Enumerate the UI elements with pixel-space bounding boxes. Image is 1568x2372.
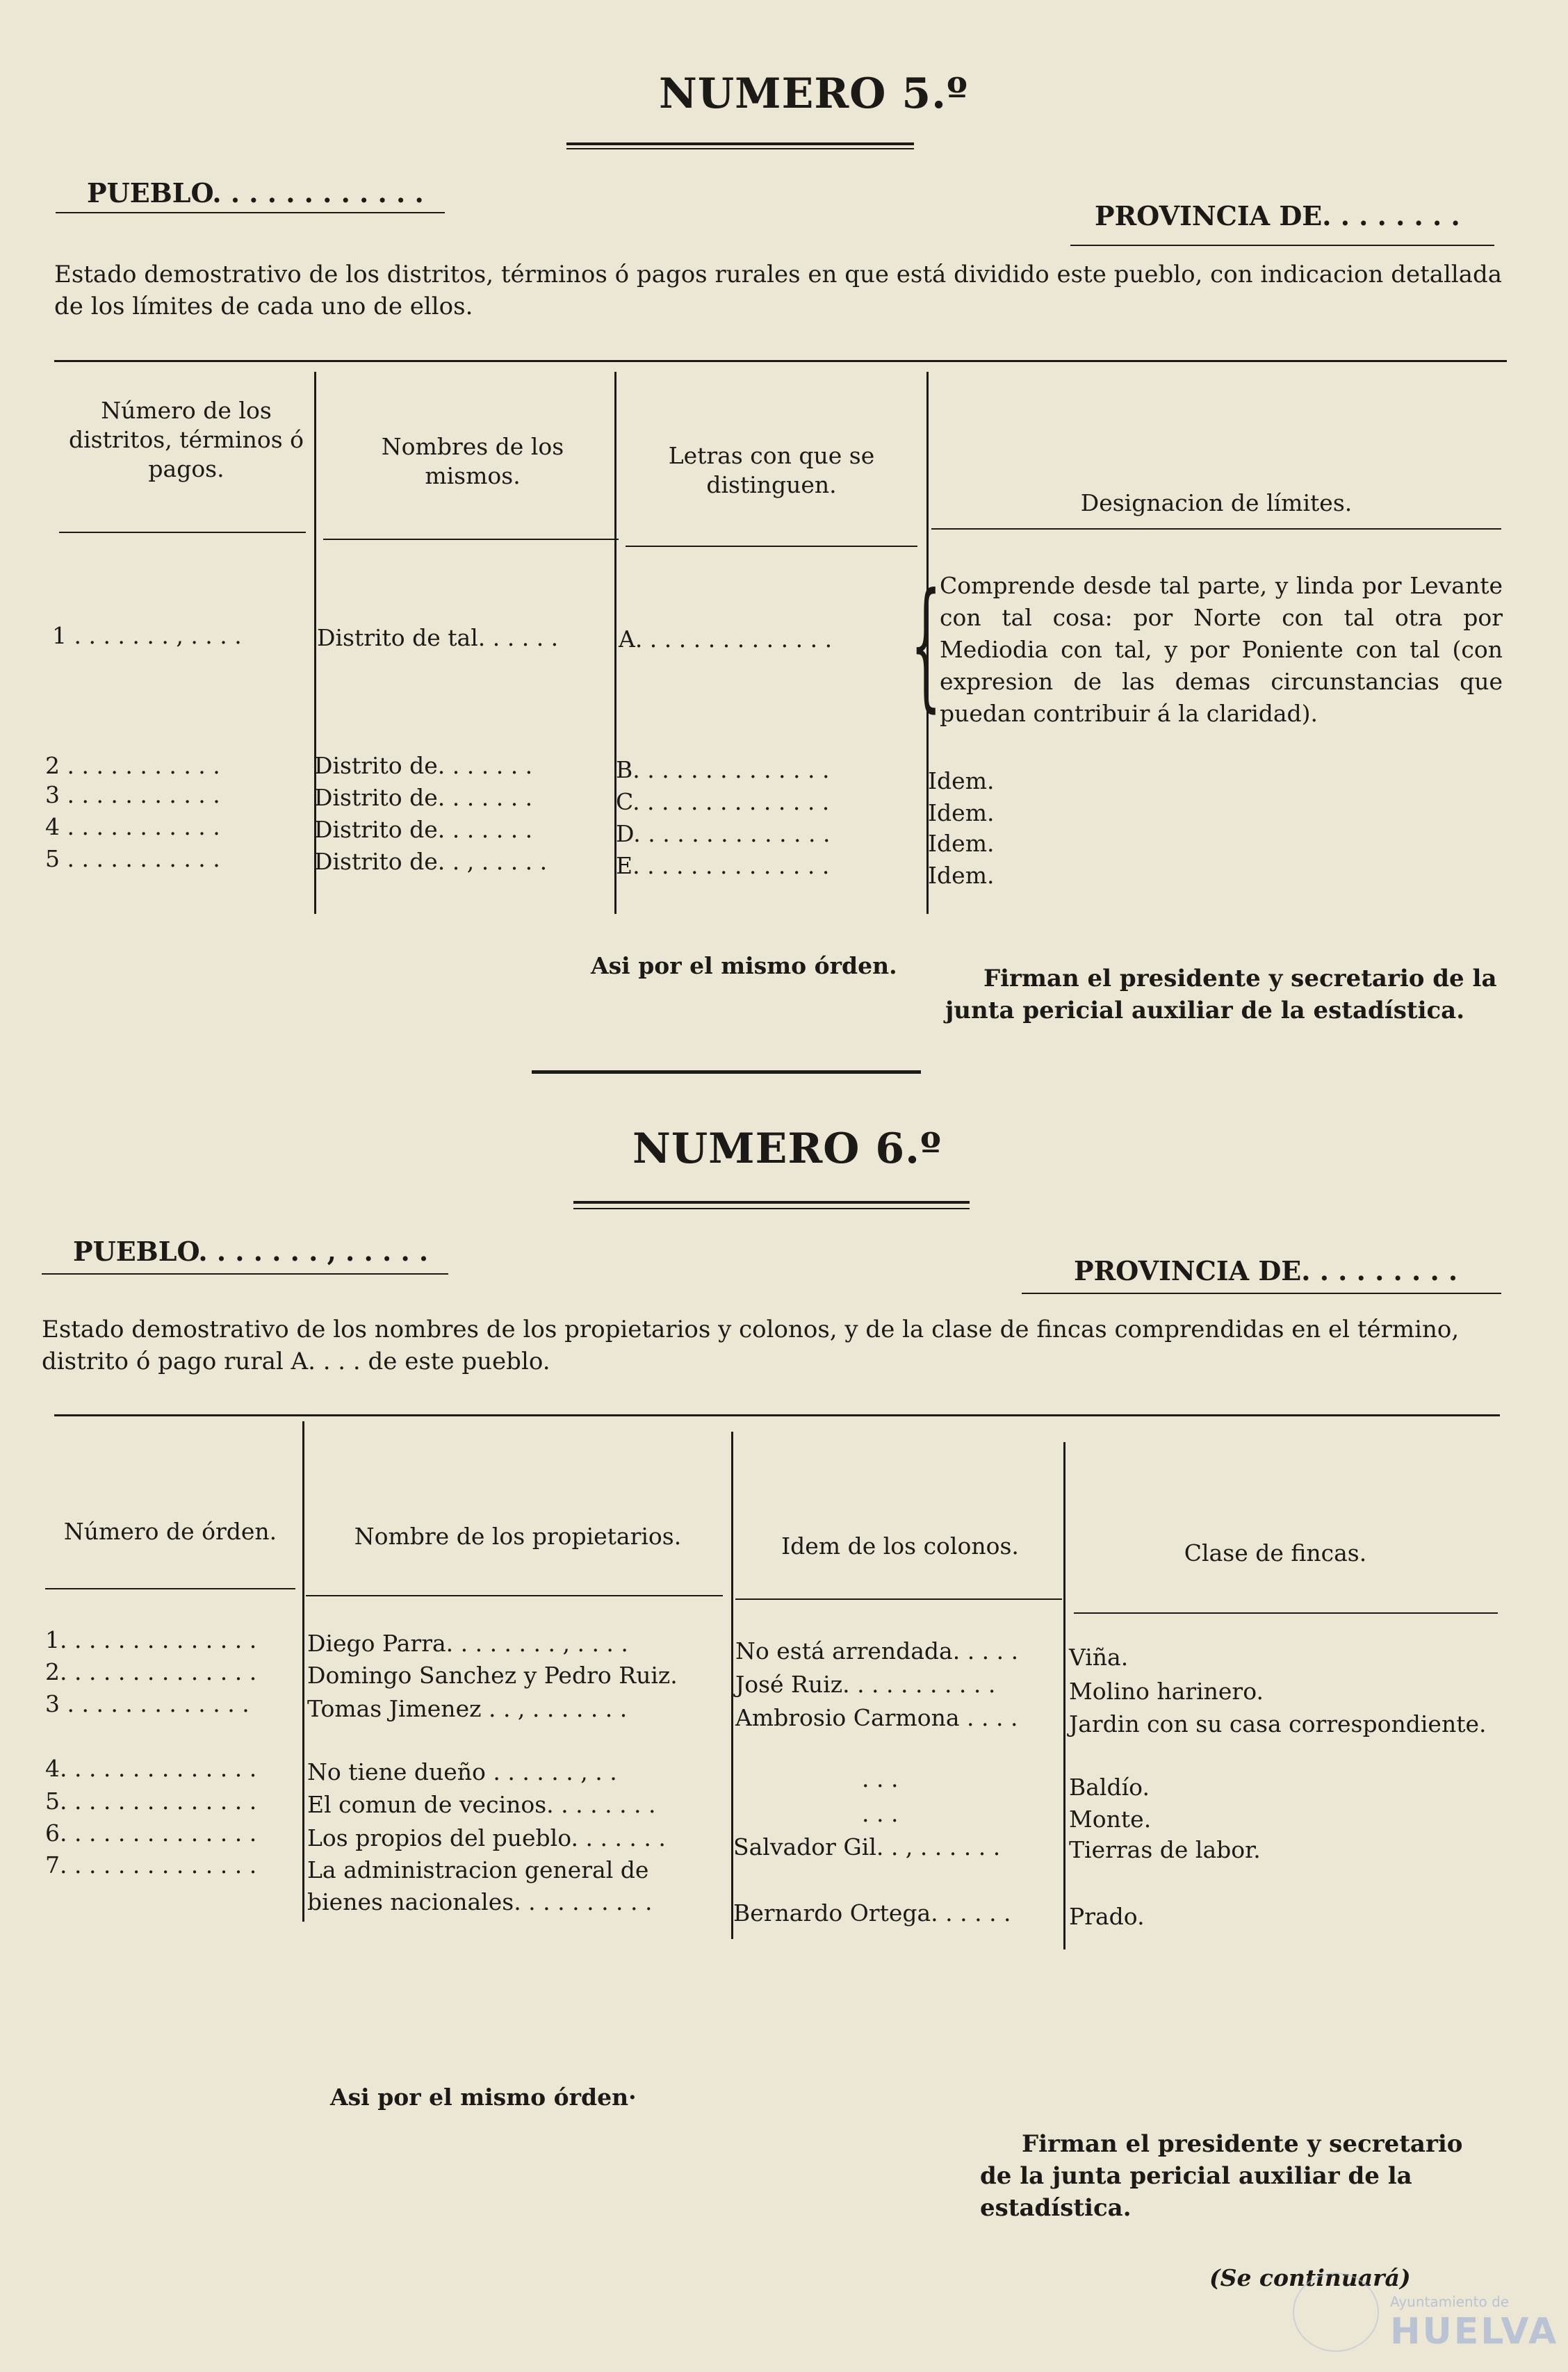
curly-brace: { xyxy=(910,564,942,726)
table-row-propietario: El comun de vecinos. . . . . . . . xyxy=(307,1791,656,1818)
header-nombres: Nombres de los mismos. xyxy=(381,433,564,489)
table-row-colono: José Ruiz. . . . . . . . . . . xyxy=(735,1671,996,1698)
header-rule xyxy=(323,539,619,540)
table-row-limites: Idem. xyxy=(928,862,995,889)
table-row-num: 2. . . . . . . . . . . . . . xyxy=(45,1658,257,1685)
watermark-label: HUELVA xyxy=(1390,2311,1559,2353)
header-clase: Clase de fincas. xyxy=(1184,1539,1367,1567)
table-row-clase: Molino harinero. xyxy=(1069,1678,1264,1705)
table-row-nombre: Distrito de. . . . . . . xyxy=(314,784,533,811)
header-propietarios: Nombre de los propietarios. xyxy=(354,1523,682,1550)
section6-footer-left: Asi por el mismo órden· xyxy=(330,2084,637,2111)
divider xyxy=(56,212,445,213)
section6-footer-right: Firman el presidente y secretario de la junta pericial auxiliar de la estadística. xyxy=(980,2130,1463,2222)
section5-footer-left: Asi por el mismo órden. xyxy=(591,952,897,979)
table-row-propietario: No tiene dueño . . . . . . , . . xyxy=(307,1758,617,1785)
table-row-propietario: Los propios del pueblo. . . . . . . xyxy=(307,1824,666,1851)
table-row-num: 6. . . . . . . . . . . . . . xyxy=(45,1819,257,1847)
header-colonos: Idem de los colonos. xyxy=(781,1532,1019,1560)
header-rule xyxy=(59,532,306,533)
table-row-limites: Idem. xyxy=(928,767,995,794)
section6-pueblo: PUEBLO. . . . . . . , . . . . . xyxy=(73,1236,429,1267)
column-divider xyxy=(302,1421,304,1922)
table-row-letra: C. . . . . . . . . . . . . . xyxy=(616,788,830,815)
table-row-nombre: Distrito de. . . . . . . xyxy=(314,752,533,779)
column-divider xyxy=(1063,1442,1065,1949)
table-row-limites: Idem. xyxy=(928,830,995,857)
title-rule xyxy=(573,1201,970,1204)
section5-description: Estado demostrativo de los distritos, términos ó pagos rurales en que está dividido este pueblo, con indicacion detallada de los límites de cada uno de ellos. xyxy=(54,261,1503,320)
table-row-clase: Prado. xyxy=(1069,1903,1145,1930)
table-row-propietario: Domingo Sanchez y Pedro Ruiz. xyxy=(307,1662,678,1689)
table-row-num: 2 . . . . . . . . . . . xyxy=(45,752,220,779)
section5-title: NUMERO 5.º xyxy=(659,69,968,118)
table-row-num: 3 . . . . . . . . . . . xyxy=(45,781,220,808)
header-rule xyxy=(626,546,917,547)
section-separator xyxy=(532,1070,921,1074)
header-rule xyxy=(306,1595,723,1596)
header-rule xyxy=(1074,1612,1498,1614)
table-row-num: 5. . . . . . . . . . . . . . xyxy=(45,1788,257,1815)
table-row-clase: Tierras de labor. xyxy=(1069,1836,1261,1863)
table-row-num: 3 . . . . . . . . . . . . . xyxy=(45,1690,250,1717)
header-rule xyxy=(45,1588,295,1589)
table-row-clase: Baldío. xyxy=(1069,1774,1150,1801)
header-numero: Número de los distritos, términos ó pagos. xyxy=(68,397,304,482)
section5-provincia: PROVINCIA DE. . . . . . . . xyxy=(1095,200,1460,231)
table-row-propietario: Tomas Jimenez . . , . . . . . . . xyxy=(307,1695,628,1722)
divider xyxy=(1070,245,1494,246)
table-row-clase: Jardin con su casa correspondiente. xyxy=(1069,1710,1487,1737)
table-top-rule xyxy=(54,360,1507,362)
table-row-num: 7. . . . . . . . . . . . . . xyxy=(45,1851,257,1879)
watermark-sublabel: Ayuntamiento de xyxy=(1390,2293,1510,2310)
table-row-nombre: Distrito de. . , . . . . . xyxy=(314,848,548,875)
table-row-limites: Comprende desde tal parte, y linda por Levante con tal cosa: por Norte con tal otra por Mediodia con tal, y por Poniente con tal (con expresion de las demas circunstancias que puedan contribuir á la claridad). xyxy=(940,572,1503,727)
table-row-propietario: Diego Parra. . . . . . . . , . . . . xyxy=(307,1630,628,1657)
column-divider xyxy=(731,1432,733,1939)
table-row-propietario: La administracion general de bienes nacionales. . . . . . . . . . xyxy=(307,1856,653,1915)
table-row-colono: Ambrosio Carmona . . . . xyxy=(735,1704,1018,1731)
table-row-colono: . . . xyxy=(862,1765,899,1792)
header-rule xyxy=(735,1598,1062,1600)
table-row-colono: Bernardo Ortega. . . . . . xyxy=(733,1899,1011,1927)
table-row-letra: B. . . . . . . . . . . . . . xyxy=(616,756,830,783)
table-row-nombre: Distrito de tal. . . . . . xyxy=(317,624,559,651)
header-designacion: Designacion de límites. xyxy=(1080,489,1353,516)
title-rule xyxy=(566,148,914,149)
table-row-colono: Salvador Gil. . , . . . . . . xyxy=(733,1833,1001,1860)
header-letras: Letras con que se distinguen. xyxy=(668,442,875,498)
title-rule xyxy=(573,1208,970,1209)
table-row-clase: Viña. xyxy=(1069,1644,1129,1671)
section5-pueblo: PUEBLO. . . . . . . . . . . . xyxy=(87,177,424,208)
table-row-num: 1. . . . . . . . . . . . . . xyxy=(45,1626,257,1653)
divider xyxy=(1022,1293,1501,1294)
huelva-logo-icon xyxy=(1293,2273,1379,2352)
table-row-letra: E. . . . . . . . . . . . . . xyxy=(616,852,830,879)
section5-footer-right: Firman el presidente y secretario de la junta pericial auxiliar de la estadística. xyxy=(945,965,1497,1024)
section6-description: Estado demostrativo de los nombres de los propietarios y colonos, y de la clase de fincas comprendidas en el término, distrito ó pago rural A. . . . de este pueblo. xyxy=(42,1316,1460,1375)
table-row-letra: D. . . . . . . . . . . . . . xyxy=(616,820,831,847)
section6-title: NUMERO 6.º xyxy=(632,1124,942,1173)
table-row-colono: . . . xyxy=(862,1800,899,1827)
table-row-num: 1 . . . . . . . , . . . . xyxy=(52,622,242,649)
table-row-num: 5 . . . . . . . . . . . xyxy=(45,845,220,872)
table-row-colono: No está arrendada. . . . . xyxy=(735,1637,1019,1665)
table-row-nombre: Distrito de. . . . . . . xyxy=(314,816,533,843)
table-row-num: 4 . . . . . . . . . . . xyxy=(45,813,220,840)
divider xyxy=(42,1273,448,1275)
title-rule xyxy=(566,142,914,145)
section6-provincia: PROVINCIA DE. . . . . . . . . xyxy=(1074,1255,1458,1286)
header-orden: Número de órden. xyxy=(63,1518,277,1545)
table-row-num: 4. . . . . . . . . . . . . . xyxy=(45,1755,257,1782)
header-rule xyxy=(931,528,1501,530)
se-continuara: (Se continuará) xyxy=(1209,2264,1411,2291)
table-top-rule xyxy=(54,1414,1500,1416)
table-row-limites: Idem. xyxy=(928,799,995,826)
table-row-letra: A. . . . . . . . . . . . . . xyxy=(619,625,833,653)
table-row-clase: Monte. xyxy=(1069,1806,1152,1833)
